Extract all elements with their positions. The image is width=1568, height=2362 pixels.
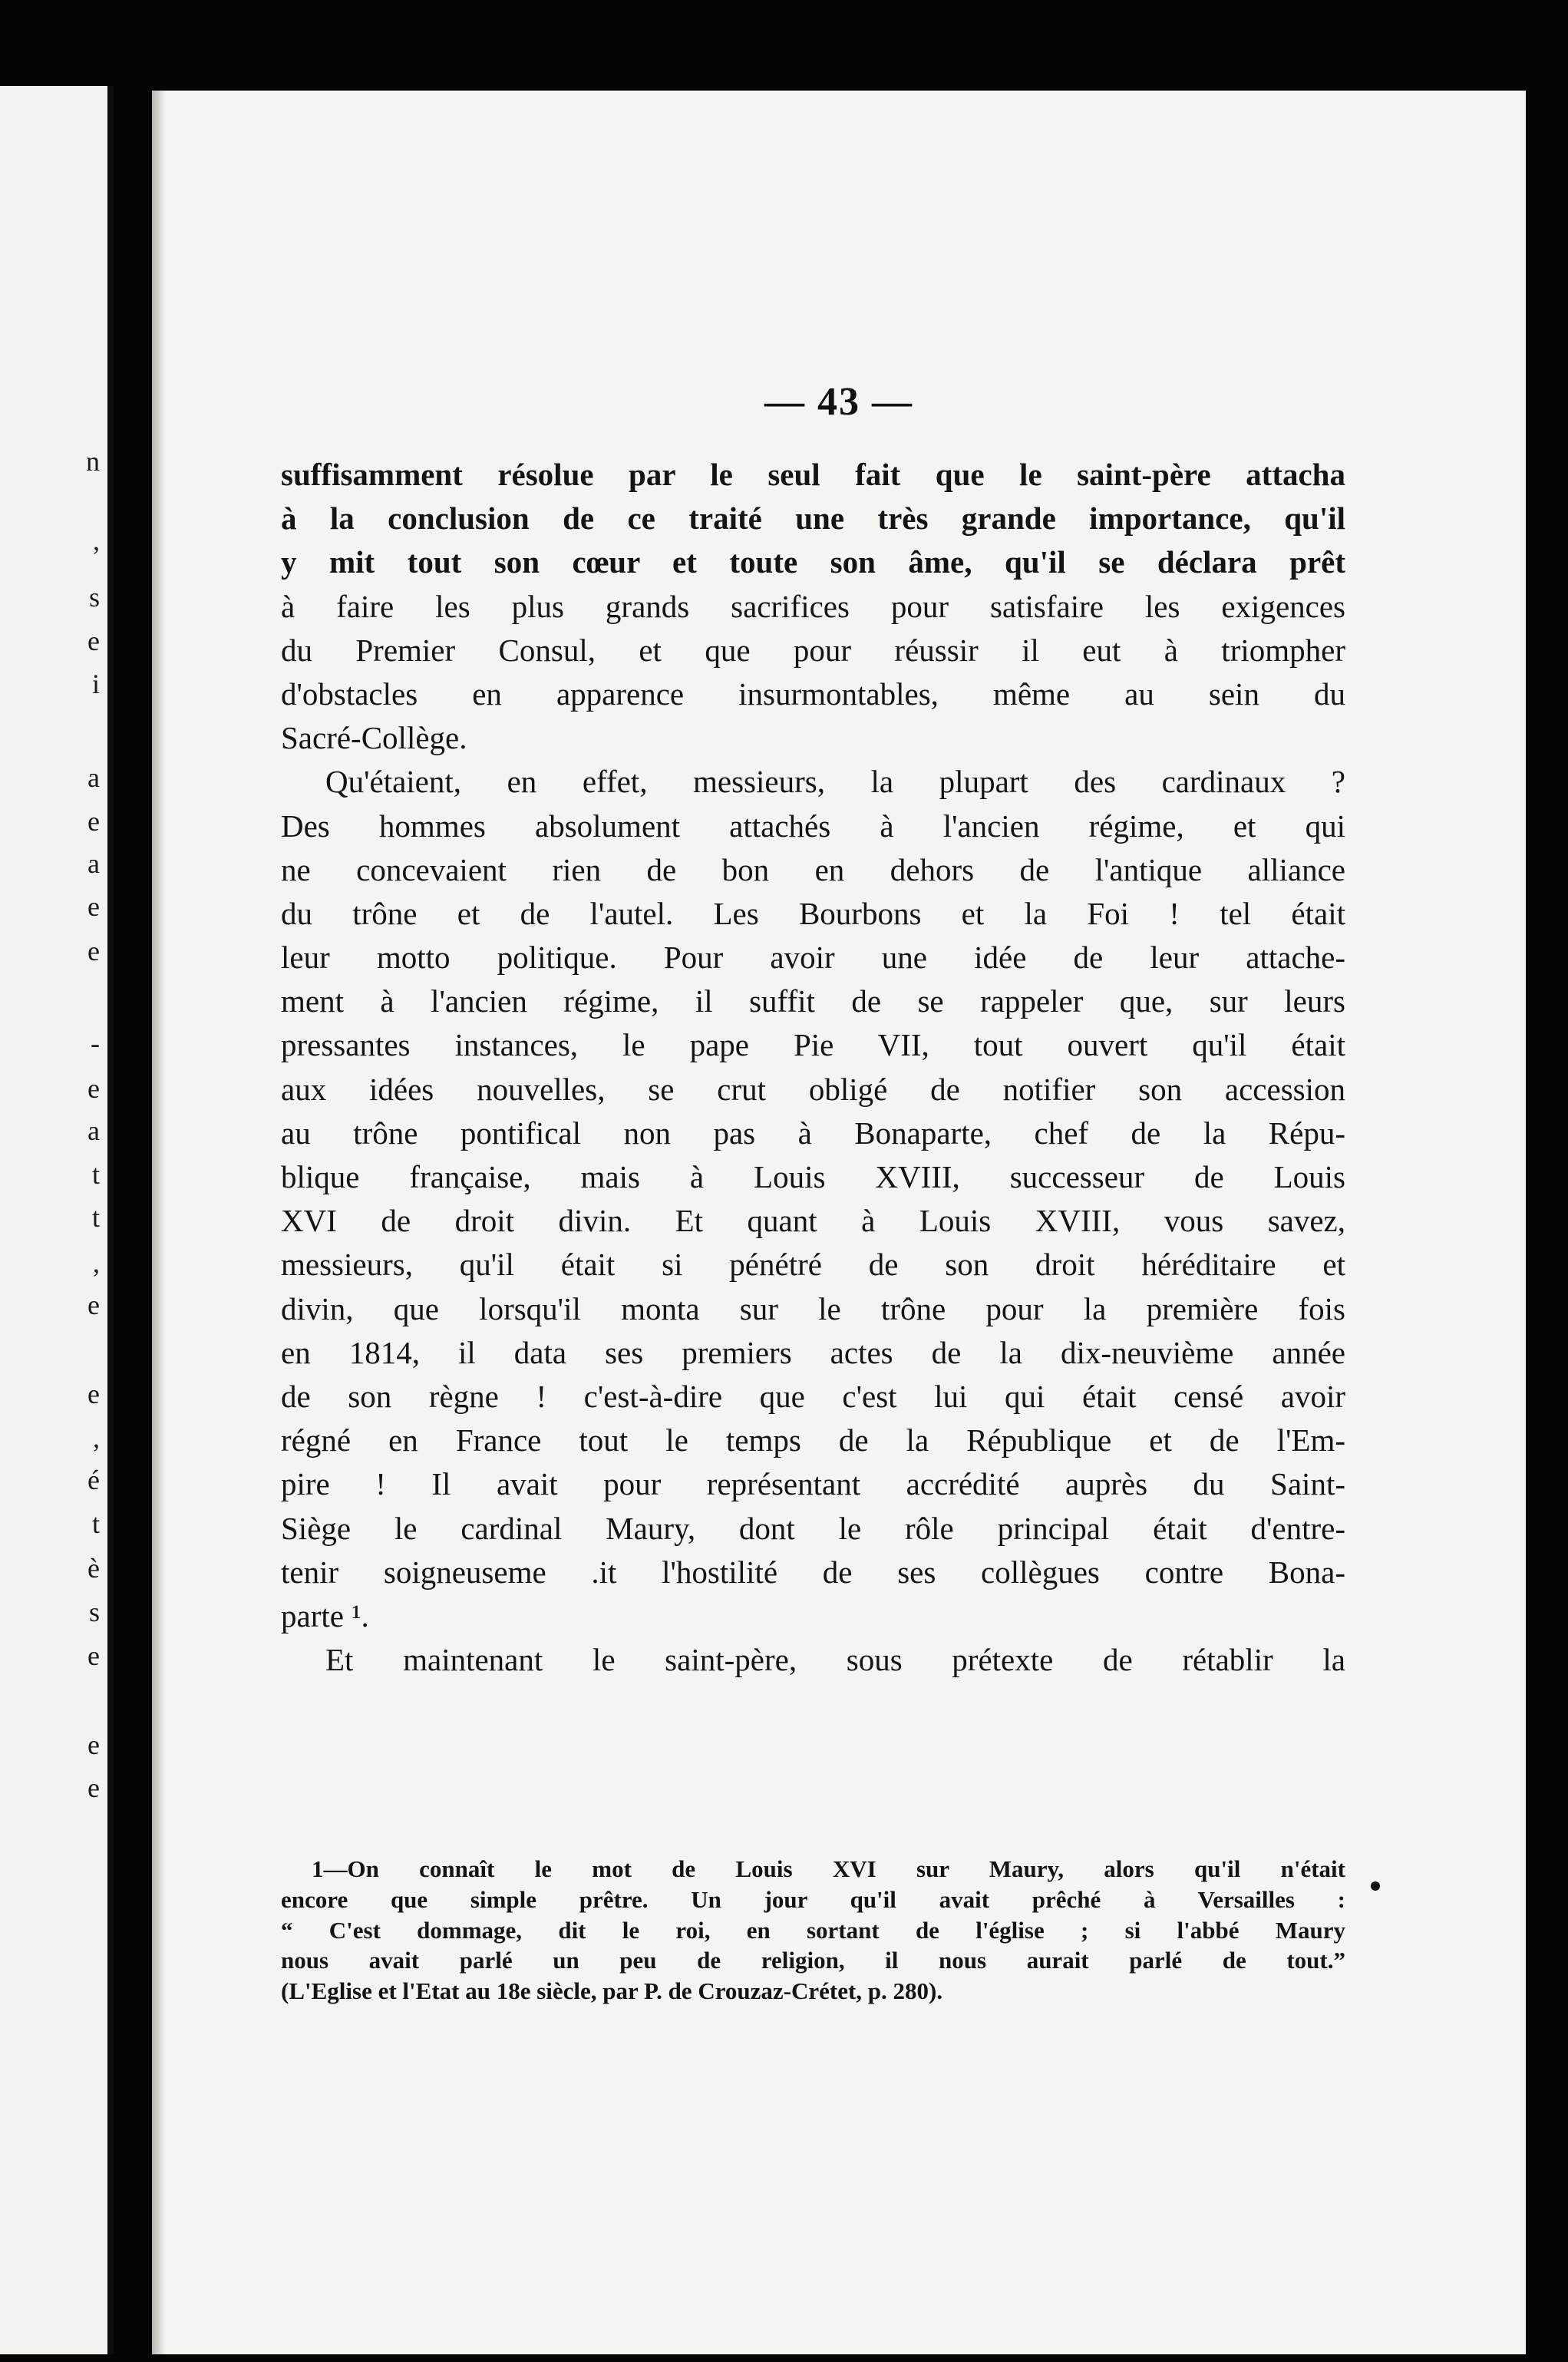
line-ending: e bbox=[87, 1379, 100, 1409]
book-page bbox=[152, 91, 1526, 2354]
line-ending: è bbox=[87, 1553, 100, 1584]
text-line: aux idées nouvelles, se crut obligé de notifier son accession bbox=[281, 1071, 1345, 1107]
line-ending: - bbox=[91, 1028, 100, 1059]
text-line: à la conclusion de ce traité une très grande importance, qu'il bbox=[281, 500, 1345, 537]
line-ending: , bbox=[93, 1422, 100, 1453]
line-ending: e bbox=[87, 1772, 100, 1803]
line-ending: e bbox=[87, 1640, 100, 1671]
text-line: XVI de droit divin. Et quant à Louis XVIII, vous savez, bbox=[281, 1203, 1345, 1239]
line-ending: e bbox=[87, 806, 100, 837]
text-line: à faire les plus grands sacrifices pour satisfaire les exigences bbox=[281, 588, 1345, 624]
text-line: ment à l'ancien régime, il suffit de se rappeler que, sur leurs bbox=[281, 983, 1345, 1019]
text-line: au trône pontifical non pas à Bonaparte, chef de la Répu- bbox=[281, 1115, 1345, 1151]
line-ending: i bbox=[91, 669, 100, 699]
line-ending: a bbox=[87, 762, 100, 793]
footnote-line: encore que simple prêtre. Un jour qu'il avait prêché à Versailles : bbox=[281, 1885, 1345, 1913]
line-ending: e bbox=[87, 1073, 100, 1104]
text-line: du Premier Consul, et que pour réussir il eut à triompher bbox=[281, 632, 1345, 668]
line-ending: n bbox=[86, 446, 100, 477]
text-line: ne concevaient rien de bon en dehors de l'antique alliance bbox=[281, 851, 1345, 887]
text-line: blique française, mais à Louis XVIII, successeur de Louis bbox=[281, 1159, 1345, 1194]
line-ending: e bbox=[87, 626, 100, 656]
main-text bbox=[281, 453, 1345, 1682]
line-ending: a bbox=[87, 848, 100, 879]
line-ending: a bbox=[87, 1115, 100, 1146]
footnote-line: “ C'est dommage, dit le roi, en sortant de l'église ; si l'abbé Maury bbox=[281, 1916, 1345, 1944]
text-line: Qu'étaient, en effet, messieurs, la plupart des cardinaux ? bbox=[325, 764, 1345, 800]
previous-page-line-endings bbox=[69, 86, 100, 2354]
footnote bbox=[281, 1854, 1345, 2007]
footnote-line: nous avait parlé un peu de religion, il nous aurait parlé de tout.” bbox=[281, 1947, 1345, 1974]
previous-page-fragment bbox=[0, 86, 114, 2354]
text-line: divin, que lorsqu'il monta sur le trône pour la première fois bbox=[281, 1290, 1345, 1326]
page-gutter-shadow bbox=[152, 91, 166, 2354]
text-line: du trône et de l'autel. Les Bourbons et la Foi ! tel était bbox=[281, 895, 1345, 931]
ink-speck bbox=[1371, 1881, 1380, 1891]
page-number: — 43 — bbox=[764, 380, 913, 424]
line-ending: é bbox=[87, 1465, 100, 1495]
text-line: de son règne ! c'est-à-dire que c'est lui qui était censé avoir bbox=[281, 1378, 1345, 1414]
line-ending: e bbox=[87, 1729, 100, 1760]
line-ending: s bbox=[88, 582, 100, 613]
text-line: pire ! Il avait pour représentant accrédité auprès du Saint- bbox=[281, 1466, 1345, 1502]
line-ending: t bbox=[91, 1159, 100, 1190]
text-line: tenir soigneuseme .it l'hostilité de ses collègues contre Bona- bbox=[281, 1554, 1345, 1590]
line-ending: t bbox=[91, 1202, 100, 1233]
line-ending: t bbox=[91, 1508, 100, 1539]
line-ending: s bbox=[88, 1597, 100, 1627]
footnote-line: (L'Eglise et l'Etat au 18e siècle, par P. de Crouzaz-Crétet, p. 280). bbox=[281, 1977, 943, 2005]
text-line: d'obstacles en apparence insurmontables, même au sein du bbox=[281, 676, 1345, 712]
footnote-line: 1—On connaît le mot de Louis XVI sur Maury, alors qu'il n'était bbox=[312, 1855, 1345, 1882]
text-line: régné en France tout le temps de la République et de l'Em- bbox=[281, 1422, 1345, 1458]
text-line: Siège le cardinal Maury, dont le rôle principal était d'entre- bbox=[281, 1510, 1345, 1546]
text-line: Des hommes absolument attachés à l'ancien régime, et qui bbox=[281, 808, 1345, 844]
text-line: Et maintenant le saint-père, sous prétexte de rétablir la bbox=[325, 1642, 1345, 1678]
text-line: messieurs, qu'il était si pénétré de son droit héréditaire et bbox=[281, 1247, 1345, 1283]
line-ending: e bbox=[87, 936, 100, 966]
line-ending: e bbox=[87, 1290, 100, 1320]
line-ending: e bbox=[87, 891, 100, 922]
text-line: pressantes instances, le pape Pie VII, tout ouvert qu'il était bbox=[281, 1027, 1345, 1063]
text-line: suffisamment résolue par le seul fait que le saint-père attacha bbox=[281, 457, 1345, 492]
text-line: y mit tout son cœur et toute son âme, qu'il se déclara prêt bbox=[281, 544, 1345, 580]
line-ending: , bbox=[93, 525, 100, 556]
text-line: parte ¹. bbox=[281, 1597, 369, 1634]
text-line: en 1814, il data ses premiers actes de la dix-neuvième année bbox=[281, 1334, 1345, 1370]
line-ending: , bbox=[93, 1247, 100, 1278]
text-line: leur motto politique. Pour avoir une idée de leur attache- bbox=[281, 940, 1345, 976]
text-line: Sacré-Collège. bbox=[281, 720, 467, 756]
